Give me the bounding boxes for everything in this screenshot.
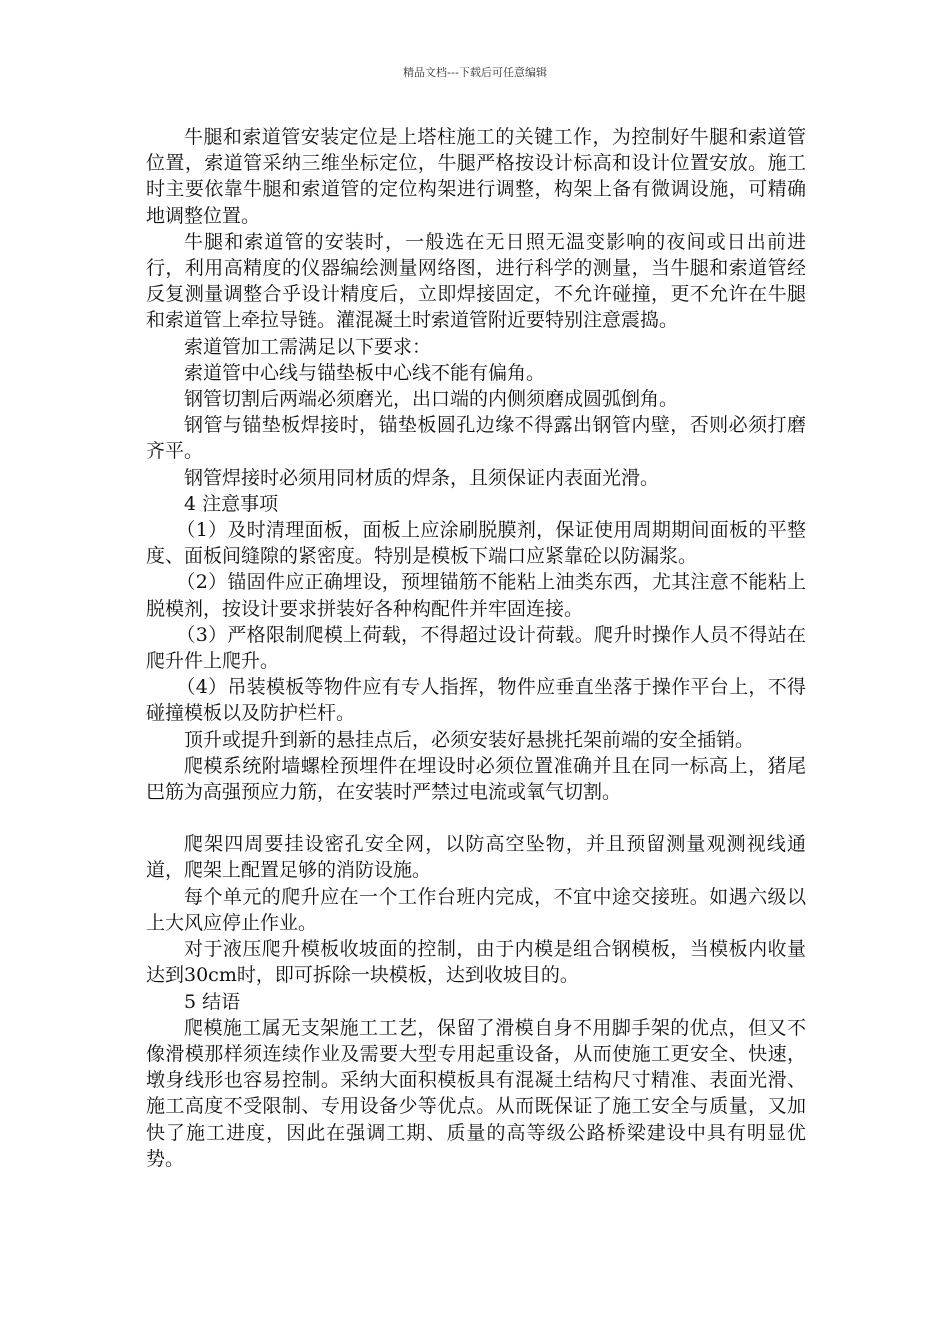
paragraph-installation-timing: 牛腿和索道管的安装时，一般选在无日照无温变影响的夜间或日出前进行，利用高精度的仪器编绘测量网络图，进行科学的测量，当牛腿和索道管经反复测量调整合乎设计精度后，立即焊接固定，不允许碰撞，更不允许在牛腿和索道管上牵拉导链。灌混凝土时索道管附近要特别注意震捣。 (146, 230, 806, 332)
paragraph-requirement-electrode: 钢管焊接时必须用同材质的焊条，且须保证内表面光滑。 (184, 466, 660, 489)
paragraph-requirement-welding-plate: 钢管与锚垫板焊接时，锚垫板圆孔边缘不得露出钢管内壁，否则必须打磨齐平。 (146, 414, 806, 463)
paragraph-cable-duct-positioning: 牛腿和索道管安装定位是上塔柱施工的关键工作，为控制好牛腿和索道管位置，索道管采纳三维坐标定位，牛腿严格按设计标高和设计位置安放。施工时主要依靠牛腿和索道管的定位构架进行调整，构架上备有微调设施，可精确地调整位置。 (146, 126, 806, 227)
paragraph-precaution-2: （2）锚固件应正确埋设，预埋锚筋不能粘上油类东西，尤其注意不能粘上脱模剂，按设计要求拼装好各种构配件并牢固连接。 (146, 571, 806, 620)
paragraph-safety-pin: 顶升或提升到新的悬挂点后，必须安装好悬挑托架前端的安全插销。 (184, 728, 755, 751)
document-body (146, 124, 806, 1172)
paragraph-precaution-1: （1）及时清理面板，面板上应涂刷脱膜剂，保证使用周期期间面板的平整度、面板间缝隙的紧密度。特别是模板下端口应紧靠砼以防漏浆。 (146, 519, 806, 568)
paragraph-requirement-polish: 钢管切割后两端必须磨光，出口端的内侧须磨成圆弧倒角。 (184, 388, 679, 411)
paragraph-processing-requirements: 索道管加工需满足以下要求： (184, 335, 432, 358)
paragraph-requirement-centerline: 索道管中心线与锚垫板中心线不能有偏角。 (184, 361, 546, 384)
section-heading-precautions: 4 注意事项 (184, 492, 279, 515)
paragraph-safety-net: 爬架四周要挂设密孔安全网，以防高空坠物，并且预留测量观测视线通道，爬架上配置足够的消防设施。 (146, 833, 806, 882)
paragraph-embedded-bolts: 爬模系统附墙螺栓预埋件在埋设时必须位置准确并且在同一标高上，猪尾巴筋为高强预应力筋，在安装时严禁过电流或氧气切割。 (146, 754, 806, 804)
paragraph-climbing-shift: 每个单元的爬升应在一个工作台班内完成，不宜中途交接班。如遇六级以上大风应停止作业。 (146, 885, 806, 934)
paragraph-precaution-3: （3）严格限制爬模上荷载，不得超过设计荷载。爬升时操作人员不得站在爬升件上爬升。 (146, 623, 806, 673)
section-heading-conclusion: 5 结语 (184, 990, 241, 1013)
paragraph-precaution-4: （4）吊装模板等物件应有专人指挥，物件应垂直坐落于操作平台上，不得碰撞模板以及防护栏杆。 (146, 676, 806, 725)
paragraph-conclusion: 爬模施工属无支架施工工艺，保留了滑模自身不用脚手架的优点，但又不像滑模那样须连续作业及需要大型专用起重设备，从而使施工更安全、快速，墩身线形也容易控制。采纳大面积模板具有混凝土结构尺寸精准、表面光滑、施工高度不受限制、专用设备少等优点。从而既保证了施工安全与质量，又加快了施工进度，因此在强调工期、质量的高等级公路桥梁建设中具有明显优势。 (146, 1016, 806, 1170)
page-header: 精品文档---下载后可任意编辑 (403, 66, 547, 79)
paragraph-slope-control: 对于液压爬升模板收坡面的控制，由于内模是组合钢模板，当模板内收量达到30cm时，即可拆除一块模板，达到收坡目的。 (146, 938, 806, 987)
